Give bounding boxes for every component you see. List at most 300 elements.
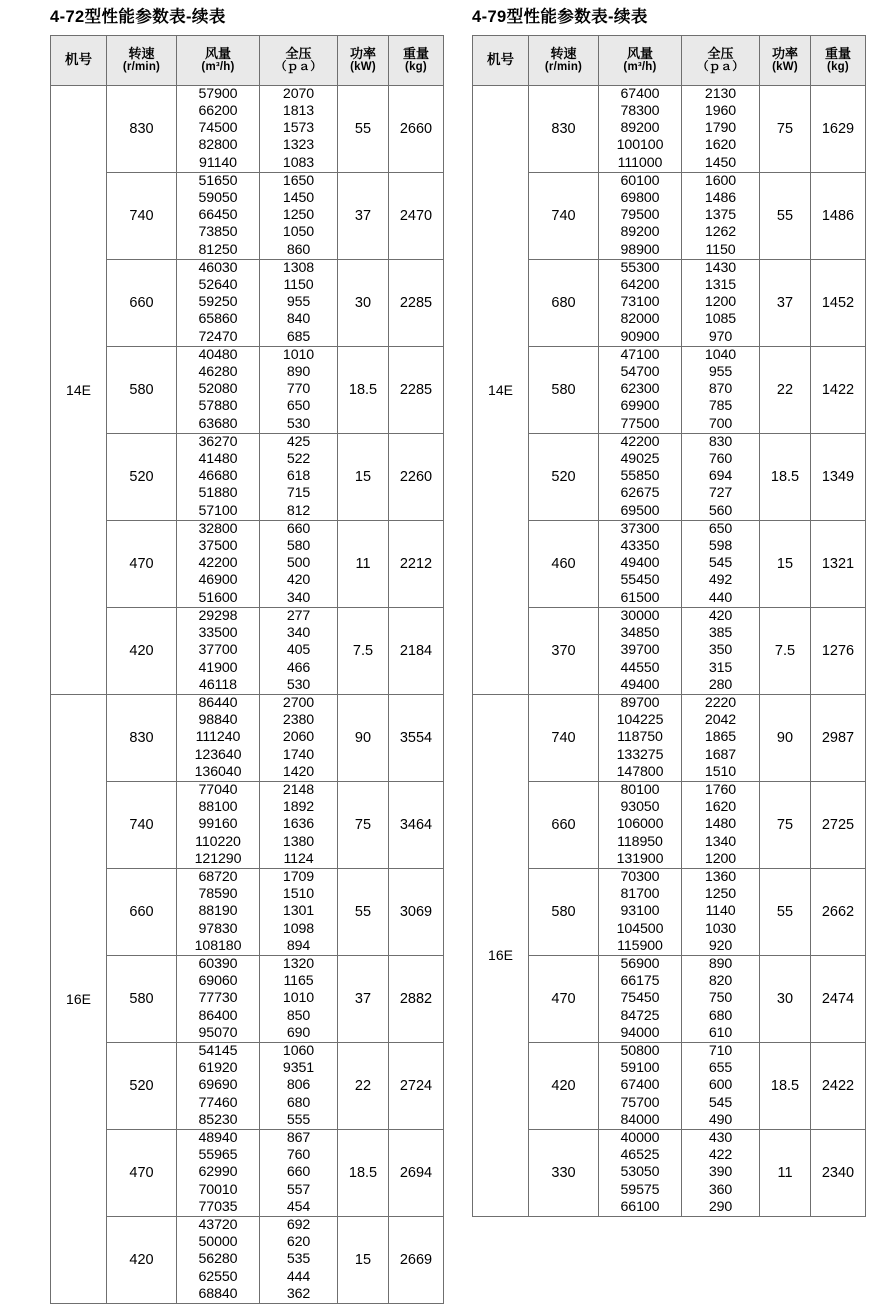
power-cell: 37: [760, 259, 811, 346]
table-row: [51, 1042, 444, 1129]
table-row: [473, 520, 866, 607]
speed-cell: 420: [529, 1042, 599, 1129]
air-flow-cell: [177, 259, 260, 346]
air-flow-cell: [177, 868, 260, 955]
air-flow-cell: [177, 607, 260, 694]
value: 66175: [620, 973, 660, 990]
speed-cell: 740: [529, 172, 599, 259]
air-flow-cell: [177, 433, 260, 520]
table-row: [473, 1042, 866, 1129]
value: 545: [708, 555, 733, 572]
value: 44550: [620, 659, 660, 676]
value: 580: [286, 538, 311, 555]
weight-cell: 2669: [389, 1217, 444, 1304]
power-cell: 18.5: [760, 433, 811, 520]
weight-cell: 2694: [389, 1129, 444, 1216]
value: 55965: [198, 1147, 238, 1164]
value: 69800: [620, 190, 660, 207]
power-cell: 18.5: [338, 346, 389, 433]
value: 530: [286, 415, 311, 432]
value: 46900: [198, 572, 238, 589]
value: 812: [286, 502, 311, 519]
value: 1010: [282, 346, 315, 363]
value: 1450: [704, 154, 737, 171]
value: 68840: [198, 1285, 238, 1302]
column-header-unit: (m³/h): [201, 61, 235, 74]
value: 69060: [198, 973, 238, 990]
value: 42200: [198, 555, 238, 572]
power-cell: 7.5: [760, 607, 811, 694]
value: 54145: [198, 1042, 238, 1059]
value: 830: [708, 433, 733, 450]
value: 93050: [620, 799, 660, 816]
value: 43720: [198, 1217, 238, 1233]
value: 61500: [620, 589, 660, 606]
air-flow-cell: [177, 1217, 260, 1304]
value: 81700: [620, 886, 660, 903]
value: 600: [708, 1077, 733, 1094]
value: 106000: [616, 816, 664, 833]
value: 690: [286, 1024, 311, 1041]
speed-cell: 660: [107, 259, 177, 346]
value: 123640: [194, 746, 242, 763]
value: 77035: [198, 1198, 238, 1215]
table-row: [51, 694, 444, 781]
air-flow-cell: [599, 607, 682, 694]
value: 69690: [198, 1077, 238, 1094]
weight-cell: 2422: [811, 1042, 866, 1129]
table-row: [473, 868, 866, 955]
speed-cell: 460: [529, 520, 599, 607]
value: 51650: [198, 172, 238, 189]
air-flow-cell: [599, 1129, 682, 1216]
column-header-label: 转速: [128, 45, 155, 61]
column-header-label: 重量: [824, 45, 851, 61]
value: 1060: [282, 1042, 315, 1059]
value: 77730: [198, 990, 238, 1007]
value: 840: [286, 311, 311, 328]
weight-cell: 1276: [811, 607, 866, 694]
value: 82000: [620, 311, 660, 328]
value: 785: [708, 398, 733, 415]
value: 1510: [704, 763, 737, 780]
value: 60100: [620, 172, 660, 189]
value: 29298: [198, 607, 238, 624]
value: 1140: [705, 903, 736, 920]
header-row: [51, 35, 444, 85]
air-flow-cell: [599, 694, 682, 781]
value: 1375: [704, 207, 737, 224]
speed-cell: 520: [529, 433, 599, 520]
value: 131900: [616, 850, 664, 867]
value: 57100: [198, 502, 238, 519]
total-pressure-cell: [260, 259, 338, 346]
value: 49400: [620, 676, 660, 693]
value: 1486: [704, 190, 737, 207]
power-cell: 30: [338, 259, 389, 346]
air-flow-cell: [177, 346, 260, 433]
value: 53050: [620, 1164, 660, 1181]
value: 694: [708, 468, 733, 485]
value: 33500: [198, 625, 238, 642]
value: 560: [708, 502, 733, 519]
value: 98840: [198, 712, 238, 729]
value: 59050: [198, 190, 238, 207]
air-flow-cell: [177, 1129, 260, 1216]
total-pressure-cell: [682, 85, 760, 172]
weight-cell: 1349: [811, 433, 866, 520]
air-flow-cell: [177, 172, 260, 259]
value: 49400: [620, 555, 660, 572]
value: 118750: [617, 729, 663, 746]
weight-cell: 1422: [811, 346, 866, 433]
column-header-unit: (kg): [405, 61, 427, 74]
value: 1865: [704, 729, 737, 746]
value: 1320: [282, 955, 315, 972]
value: 385: [708, 625, 733, 642]
power-cell: 90: [760, 694, 811, 781]
air-flow-cell: [177, 1042, 260, 1129]
table-row: [473, 955, 866, 1042]
value: 66200: [198, 103, 238, 119]
table-title-4-79: 4-79型性能参数表-续表: [472, 8, 648, 26]
value: 65860: [198, 311, 238, 328]
value: 55300: [620, 259, 660, 276]
value: 73850: [198, 224, 238, 241]
value: 2700: [282, 694, 315, 711]
value: 440: [708, 589, 733, 606]
value: 56900: [620, 955, 660, 972]
weight-cell: 2285: [389, 259, 444, 346]
table-row: [51, 85, 444, 172]
value: 850: [286, 1007, 311, 1024]
value: 2148: [282, 781, 315, 798]
value: 2042: [704, 712, 737, 729]
value: 1510: [282, 886, 315, 903]
value: 454: [286, 1198, 311, 1215]
value: 46280: [198, 364, 238, 381]
value: 1010: [282, 990, 315, 1007]
value: 1380: [282, 833, 315, 850]
value: 46030: [198, 259, 238, 276]
total-pressure-cell: [260, 85, 338, 172]
value: 466: [286, 659, 311, 676]
column-header-5: [389, 35, 444, 85]
value: 54700: [620, 364, 660, 381]
power-cell: 75: [338, 781, 389, 868]
value: 750: [708, 990, 733, 1007]
value: 98900: [620, 241, 660, 258]
value: 1620: [704, 137, 737, 154]
speed-cell: 740: [107, 781, 177, 868]
value: 69900: [620, 398, 660, 415]
value: 88190: [198, 903, 238, 920]
value: 680: [708, 1007, 733, 1024]
value: 74500: [198, 120, 238, 137]
value: 727: [708, 485, 733, 502]
value: 40480: [198, 346, 238, 363]
column-header-unit: (r/min): [544, 61, 583, 74]
table-row: [51, 259, 444, 346]
value: 86400: [198, 1007, 238, 1024]
value: 405: [286, 642, 311, 659]
value: 70010: [198, 1181, 238, 1198]
column-header-label: 机号: [487, 52, 514, 68]
value: 79500: [620, 207, 660, 224]
value: 39700: [620, 642, 660, 659]
total-pressure-cell: [260, 1042, 338, 1129]
value: 867: [286, 1129, 311, 1146]
column-header-label: 机号: [65, 52, 92, 68]
value: 48940: [198, 1129, 238, 1146]
value: 490: [708, 1111, 733, 1128]
value: 806: [286, 1077, 311, 1094]
value: 56280: [198, 1251, 238, 1268]
value: 420: [708, 607, 733, 624]
value: 610: [708, 1024, 733, 1041]
total-pressure-cell: [682, 520, 760, 607]
air-flow-cell: [177, 781, 260, 868]
power-cell: 55: [338, 868, 389, 955]
total-pressure-cell: [682, 955, 760, 1042]
column-header-label: 风量: [626, 45, 653, 61]
value: 1573: [282, 120, 315, 137]
value: 55850: [620, 468, 660, 485]
value: 1085: [704, 311, 737, 328]
value: 2060: [282, 729, 315, 746]
weight-cell: 2987: [811, 694, 866, 781]
value: 52080: [198, 381, 238, 398]
table-header-4-72: [51, 35, 444, 85]
weight-cell: 2882: [389, 955, 444, 1042]
value: 104225: [616, 712, 664, 729]
value: 425: [286, 433, 311, 450]
column-header-unit: (r/min): [122, 61, 161, 74]
value: 390: [708, 1164, 733, 1181]
value: 1813: [282, 103, 315, 119]
total-pressure-cell: [682, 433, 760, 520]
column-header-label: 全压: [707, 45, 734, 61]
weight-cell: 2725: [811, 781, 866, 868]
value: 1165: [283, 973, 314, 990]
value: 760: [286, 1147, 311, 1164]
table-row: [473, 607, 866, 694]
column-header-4: [338, 35, 389, 85]
value: 2130: [704, 85, 737, 102]
value: 500: [286, 555, 311, 572]
value: 760: [708, 451, 733, 468]
value: 655: [708, 1060, 733, 1077]
value: 62990: [198, 1164, 238, 1181]
weight-cell: 1486: [811, 172, 866, 259]
value: 1450: [282, 190, 315, 207]
value: 1124: [283, 850, 314, 867]
value: 57880: [198, 398, 238, 415]
value: 1892: [282, 799, 315, 816]
total-pressure-cell: [260, 868, 338, 955]
value: 955: [708, 364, 733, 381]
value: 894: [286, 937, 311, 954]
column-header-unit: (kg): [827, 61, 849, 74]
total-pressure-cell: [682, 868, 760, 955]
total-pressure-cell: [682, 694, 760, 781]
value: 42200: [620, 433, 660, 450]
value: 63680: [198, 415, 238, 432]
value: 66450: [198, 207, 238, 224]
value: 64200: [620, 277, 660, 294]
value: 1340: [704, 833, 737, 850]
weight-cell: 2470: [389, 172, 444, 259]
table-row: [473, 346, 866, 433]
speed-cell: 420: [107, 607, 177, 694]
value: 111000: [617, 154, 663, 171]
total-pressure-cell: [260, 433, 338, 520]
weight-cell: 1452: [811, 259, 866, 346]
speed-cell: 520: [107, 433, 177, 520]
value: 60390: [198, 955, 238, 972]
column-header-label: 全压: [285, 45, 312, 61]
value: 62300: [620, 381, 660, 398]
air-flow-cell: [599, 955, 682, 1042]
total-pressure-cell: [682, 259, 760, 346]
value: 52640: [198, 277, 238, 294]
table-row: [473, 781, 866, 868]
value: 890: [286, 364, 311, 381]
value: 277: [286, 607, 311, 624]
value: 46680: [198, 468, 238, 485]
value: 81250: [198, 241, 238, 258]
value: 1308: [282, 259, 315, 276]
value: 2220: [704, 694, 737, 711]
value: 1150: [705, 241, 736, 258]
value: 1250: [704, 886, 737, 903]
column-header-label: 风量: [204, 45, 231, 61]
speed-cell: 330: [529, 1129, 599, 1216]
total-pressure-cell: [682, 346, 760, 433]
value: 280: [708, 676, 733, 693]
speed-cell: 740: [529, 694, 599, 781]
value: 290: [708, 1198, 733, 1215]
value: 1790: [704, 120, 737, 137]
power-cell: 75: [760, 85, 811, 172]
value: 650: [708, 520, 733, 537]
weight-cell: 2660: [389, 85, 444, 172]
value: 62550: [198, 1268, 238, 1285]
column-header-label: 功率: [349, 45, 376, 61]
speed-cell: 420: [107, 1217, 177, 1304]
power-cell: 15: [338, 1217, 389, 1304]
power-cell: 15: [760, 520, 811, 607]
value: 90900: [620, 328, 660, 345]
table-row: [51, 868, 444, 955]
column-header-unit: (kW): [350, 61, 376, 74]
table-row: [473, 1129, 866, 1216]
value: 41900: [198, 659, 238, 676]
air-flow-cell: [599, 346, 682, 433]
value: 89200: [620, 120, 660, 137]
value: 89700: [620, 694, 660, 711]
table-title-4-72: 4-72型性能参数表-续表: [50, 8, 226, 26]
table-row: [51, 433, 444, 520]
value: 84000: [620, 1111, 660, 1128]
value: 77040: [198, 781, 238, 798]
speed-cell: 580: [529, 346, 599, 433]
value: 50800: [620, 1042, 660, 1059]
model-number-cell: 14E: [473, 85, 529, 694]
value: 69500: [620, 502, 660, 519]
value: 47100: [620, 346, 660, 363]
speed-cell: 580: [107, 955, 177, 1042]
value: 86440: [198, 694, 238, 711]
value: 362: [286, 1285, 311, 1302]
weight-cell: 2474: [811, 955, 866, 1042]
table-row: [473, 259, 866, 346]
value: 110220: [195, 833, 241, 850]
power-cell: 22: [338, 1042, 389, 1129]
value: 57900: [198, 85, 238, 102]
value: 1150: [283, 277, 314, 294]
value: 68720: [198, 868, 238, 885]
total-pressure-cell: [682, 607, 760, 694]
air-flow-cell: [177, 85, 260, 172]
table-header-4-79: [473, 35, 866, 85]
value: 85230: [198, 1111, 238, 1128]
value: 1360: [704, 868, 737, 885]
value: 1040: [704, 346, 737, 363]
value: 2070: [282, 85, 315, 102]
speed-cell: 470: [529, 955, 599, 1042]
table-row: [51, 607, 444, 694]
column-header-2: [599, 35, 682, 85]
weight-cell: 2724: [389, 1042, 444, 1129]
value: 46118: [199, 676, 237, 693]
value: 94000: [620, 1024, 660, 1041]
performance-table-4-79: [472, 35, 866, 1217]
value: 1315: [704, 277, 737, 294]
value: 545: [708, 1094, 733, 1111]
value: 121290: [194, 850, 242, 867]
power-cell: 75: [760, 781, 811, 868]
column-header-label: 功率: [771, 45, 798, 61]
value: 1760: [704, 781, 737, 798]
value: 955: [286, 294, 311, 311]
value: 84725: [620, 1007, 660, 1024]
table-block-4-72: [50, 8, 438, 1302]
value: 118950: [617, 833, 663, 850]
value: 136040: [194, 763, 242, 780]
value: 1083: [282, 154, 315, 171]
power-cell: 18.5: [338, 1129, 389, 1216]
value: 710: [708, 1042, 733, 1059]
total-pressure-cell: [260, 1129, 338, 1216]
value: 1709: [282, 868, 315, 885]
value: 360: [708, 1181, 733, 1198]
value: 430: [708, 1129, 733, 1146]
value: 100100: [616, 137, 664, 154]
value: 72470: [198, 328, 238, 345]
value: 99160: [198, 816, 238, 833]
value: 40000: [620, 1129, 660, 1146]
model-number-cell: 16E: [473, 694, 529, 1216]
total-pressure-cell: [682, 1042, 760, 1129]
column-header-5: [811, 35, 866, 85]
air-flow-cell: [599, 868, 682, 955]
value: 80100: [620, 781, 660, 798]
value: 598: [708, 538, 733, 555]
column-header-unit: （ｐａ）: [697, 61, 744, 74]
air-flow-cell: [599, 85, 682, 172]
air-flow-cell: [599, 433, 682, 520]
